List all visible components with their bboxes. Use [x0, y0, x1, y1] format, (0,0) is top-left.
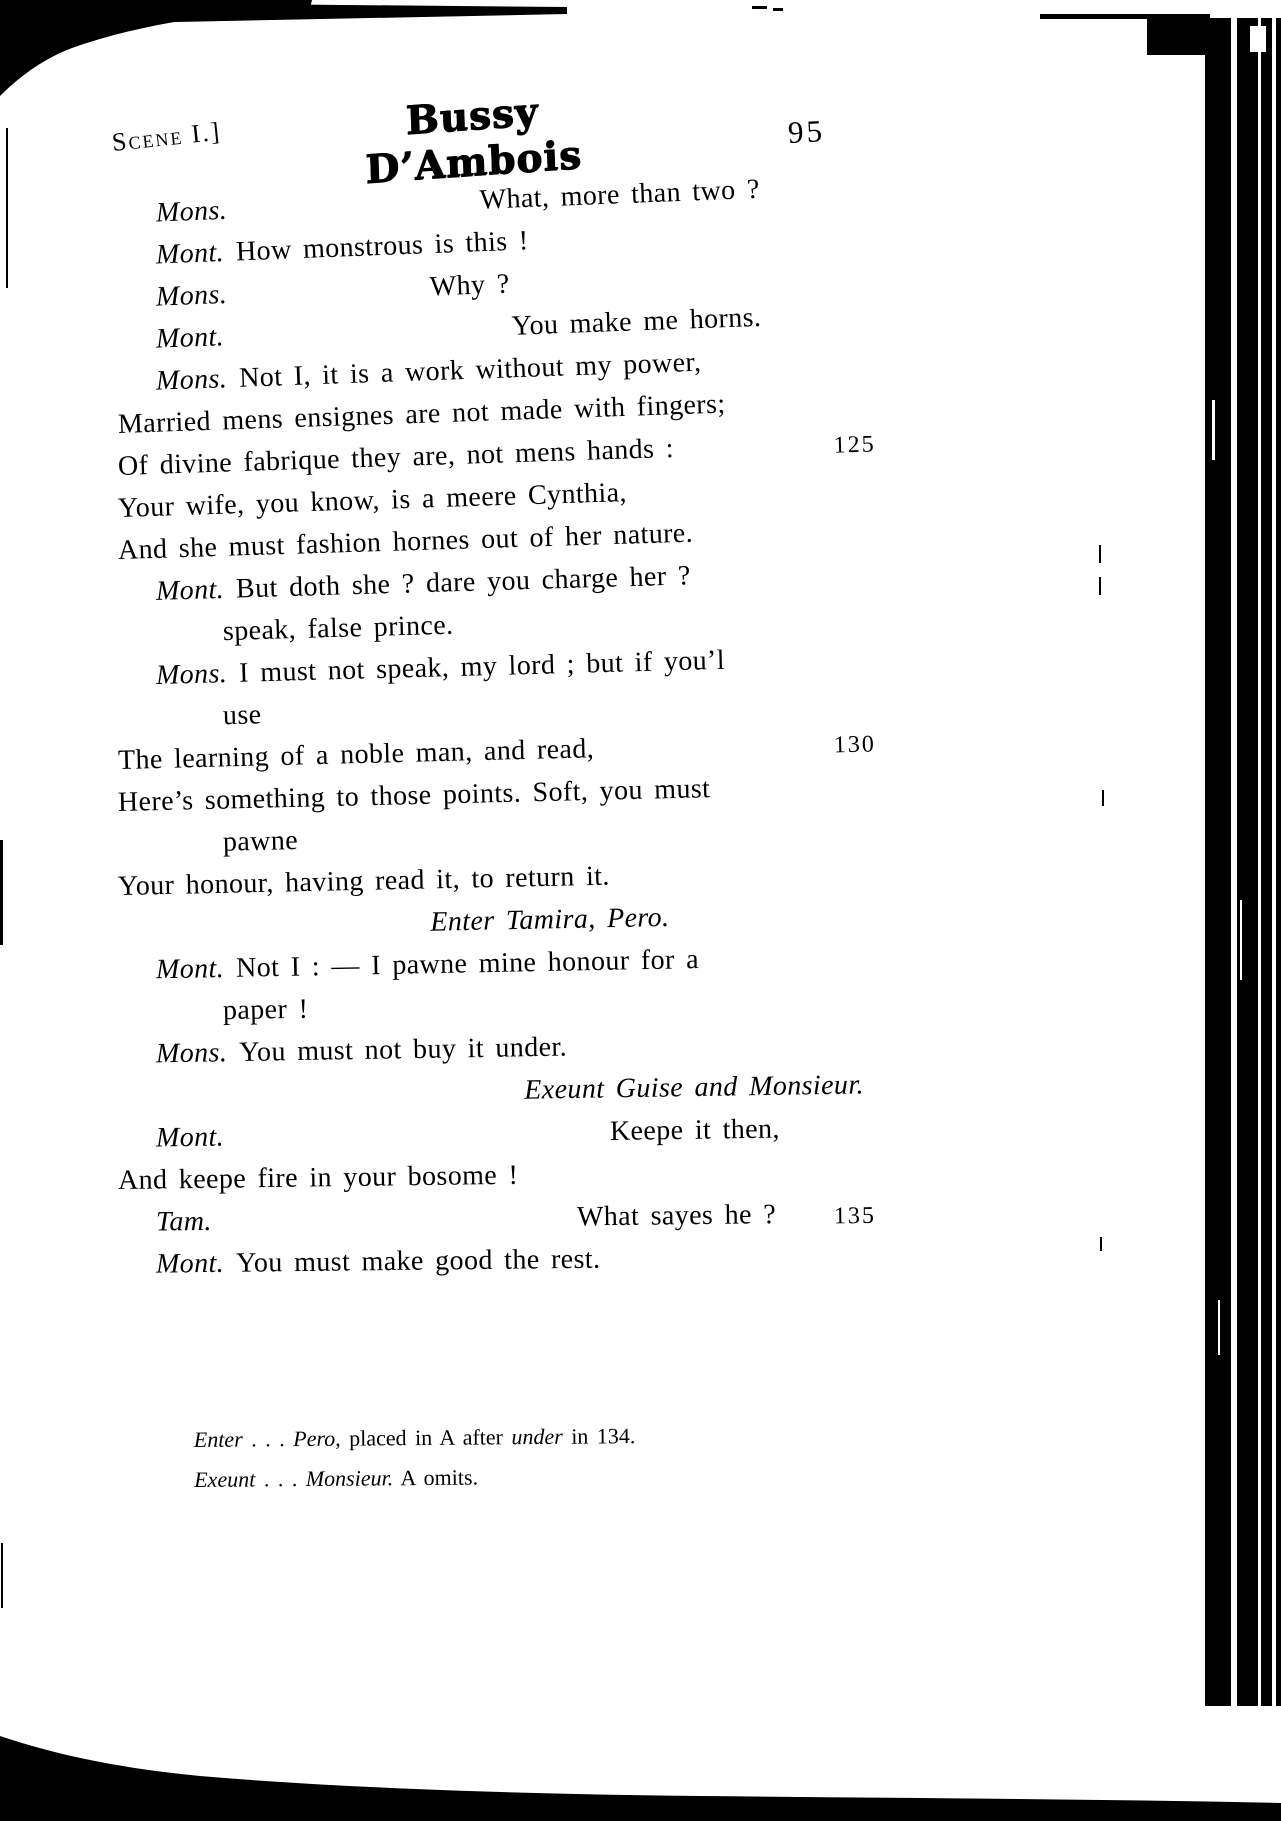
verse-line-number: 125	[833, 431, 877, 459]
footnote-line	[194, 1416, 636, 1460]
scan-hairline-left-1	[6, 128, 8, 288]
scan-streak-gap	[1250, 26, 1266, 52]
scan-gutter-streaks	[1205, 18, 1281, 1706]
speaker-name: Mons.	[155, 1037, 228, 1070]
line-text: What sayes he ?	[576, 1199, 777, 1233]
footnote-text-run: in 134.	[562, 1423, 636, 1449]
scan-hairline-left-3	[1, 1543, 3, 1608]
line-text: Of divine fabrique they are, not mens hands :	[117, 432, 675, 482]
speaker-name: Mont.	[155, 573, 225, 607]
line-text: And keepe fire in your bosome !	[117, 1159, 519, 1196]
speaker-name: Mont.	[155, 1121, 225, 1154]
scan-tick-right-1	[1099, 545, 1101, 563]
footnote-text-run: , placed in A after	[335, 1424, 512, 1451]
page-number: 95	[787, 113, 826, 150]
line-text: You must make good the rest.	[235, 1243, 601, 1279]
line-text: You make me horns.	[511, 301, 762, 342]
footnote-text-run: A omits.	[393, 1464, 479, 1491]
footnote-text-run: Exeunt	[194, 1466, 256, 1492]
line-text: Keepe it then,	[609, 1113, 781, 1147]
line-text: The learning of a noble man, and read,	[117, 733, 595, 776]
verse-line-number: 135	[833, 1202, 877, 1230]
speaker-name: Mont.	[155, 321, 225, 355]
line-text: Your wife, you know, is a meere Cynthia,	[117, 477, 628, 524]
line-text: You must not buy it under.	[238, 1031, 568, 1068]
scan-hairline-left-2	[0, 840, 3, 945]
speaker-name: Mont.	[155, 236, 225, 271]
scan-tick-right-4	[1100, 1237, 1102, 1251]
scan-dash-top-2	[773, 8, 783, 11]
scan-streak-gap	[1212, 400, 1215, 460]
scan-tick-right-2	[1099, 577, 1101, 595]
stage-direction-text: Exeunt Guise and Monsieur.	[524, 1069, 865, 1106]
speaker-name: Mont.	[155, 1247, 225, 1280]
footnote-text-run: . . .	[242, 1426, 294, 1452]
line-text: What, more than two ?	[479, 173, 761, 216]
line-text: Married mens ensignes are not made with fingers;	[117, 388, 726, 440]
stage-direction-text: Enter Tamira, Pero.	[430, 901, 670, 938]
speaker-name: Mons.	[155, 194, 228, 229]
scan-streak-gap	[1240, 900, 1242, 980]
line-text: I must not speak, my lord ; but if you’l	[238, 644, 726, 689]
footnote-text-run: Pero	[293, 1425, 336, 1452]
line-text: speak, false prince.	[222, 609, 454, 648]
line-text: Your honour, having read it, to return it.	[117, 860, 611, 902]
footnote-text-run: Enter	[193, 1426, 243, 1453]
line-text: Why ?	[429, 268, 511, 303]
footnote-text-run: under	[511, 1423, 563, 1450]
footnotes	[194, 1416, 636, 1500]
line-text: paper !	[222, 993, 309, 1027]
scan-tick-right-3	[1102, 790, 1104, 806]
line-text: Not I, it is a work without my power,	[238, 346, 702, 394]
line-text: Here’s something to those points. Soft, you must	[117, 773, 711, 818]
scan-blob-top-right	[1147, 15, 1207, 55]
line-text: use	[222, 699, 262, 732]
scene-label: Scene I.]	[110, 116, 223, 157]
speaker-name: Mont.	[155, 953, 225, 986]
footnote-text-run: Monsieur.	[305, 1465, 394, 1492]
play-text-block	[117, 173, 910, 1286]
scan-streak-gap	[1218, 1300, 1220, 1355]
verse-line-number: 130	[833, 731, 877, 759]
speaker-name: Mons.	[155, 363, 228, 397]
book-title: Bussy D’Ambois	[364, 88, 583, 193]
line-text: How monstrous is this !	[235, 225, 530, 268]
line-text: pawne	[222, 825, 299, 858]
play-line	[118, 1235, 910, 1286]
line-text: Not I : — I pawne mine honour for a	[235, 944, 700, 984]
speaker-name: Tam.	[155, 1205, 213, 1238]
footnote-text-run: . . .	[255, 1466, 306, 1492]
line-text: But doth she ? dare you charge her ?	[235, 560, 692, 605]
scan-dash-top-1	[752, 6, 767, 9]
line-text: And she must fashion hornes out of her nature.	[117, 517, 694, 566]
footnote-line	[194, 1456, 636, 1500]
speaker-name: Mons.	[155, 658, 228, 691]
speaker-name: Mons.	[155, 278, 228, 313]
